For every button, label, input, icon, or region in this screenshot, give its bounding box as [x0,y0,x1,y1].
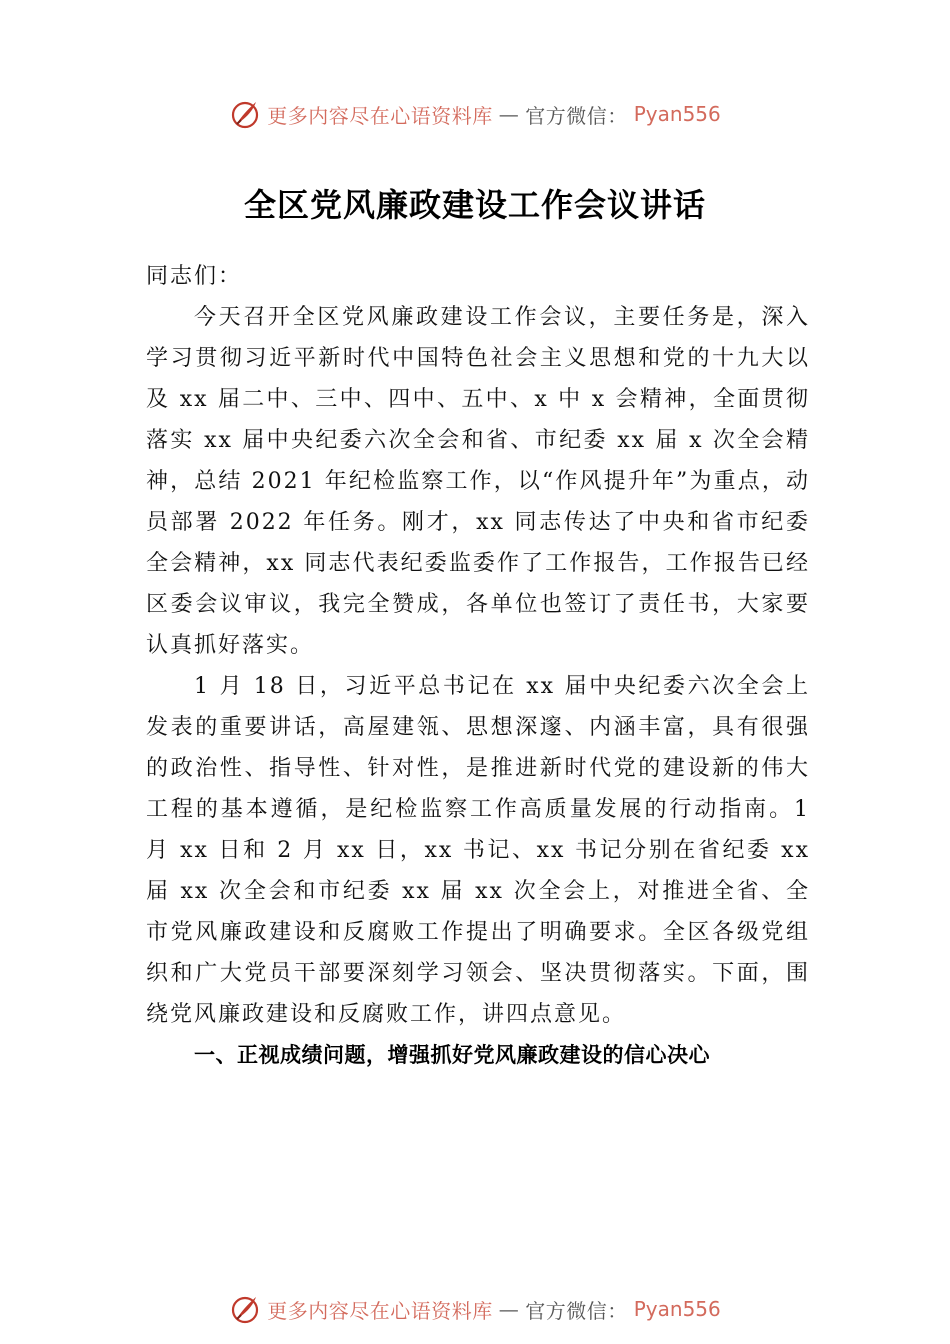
document-title: 全区党风廉政建设工作会议讲话 [243,186,706,224]
footer-watermark [0,1291,950,1327]
watermark-wechat-id: Pyan556 [633,1297,721,1321]
watermark-wechat-label: 官方微信： [525,1298,628,1323]
watermark-dash: — [498,1297,520,1321]
quill-pen-logo-icon [229,98,261,130]
section-heading: 一、正视成绩问题，增强抓好党风廉政建设的信心决心 [194,1043,710,1067]
watermark-wechat-id: Pyan556 [633,102,721,126]
salutation: 同志们： [146,264,243,289]
body-paragraph: 今天召开全区党风廉政建设工作会议，主要任务是，深入学习贯彻习近平新时代中国特色社会主义思想和党的十九大以及 xx 届二中、三中、四中、五中、x 中 x 会精神，全面贯彻落实 xx 届中央纪委六次全会和省、市纪委 xx 届 x 次全会精神，总结 2021 年纪检监察工作，以“作风提升年”为重点，动员部署 2022 年任务。刚才，xx 同志传达了中央和省市纪委全会精神，xx 同志代表纪委监委作了工作报告，工作报告已经区委会议审议，我完全赞成，各单位也签订了责任书，大家要认真抓好落实。 [146,305,810,658]
watermark-wechat-label: 官方微信： [525,103,628,128]
body-paragraph: 1 月 18 日，习近平总书记在 xx 届中央纪委六次全会上发表的重要讲话，高屋建瓴、思想深邃、内涵丰富，具有很强的政治性、指导性、针对性，是推进新时代党的建设新的伟大工程的基本遵循，是纪检监察工作高质量发展的行动指南。1 月 xx 日和 2 月 xx 日，xx 书记、xx 书记分别在省纪委 xx 届 xx 次全会和市纪委 xx 届 xx 次全会上，对推进全省、全市党风廉政建设和反腐败工作提出了明确要求。全区各级党组织和广大党员干部要深刻学习领会、坚决贯彻落实。下面，围绕党风廉政建设和反腐败工作，讲四点意见。 [146,674,810,1027]
document-body [146,256,810,1076]
watermark-site-text: 更多内容尽在心语资料库 [267,1298,493,1323]
watermark-dash: — [498,102,520,126]
watermark-site-text: 更多内容尽在心语资料库 [267,103,493,128]
quill-pen-logo-icon [229,1293,261,1325]
header-watermark [0,96,950,132]
